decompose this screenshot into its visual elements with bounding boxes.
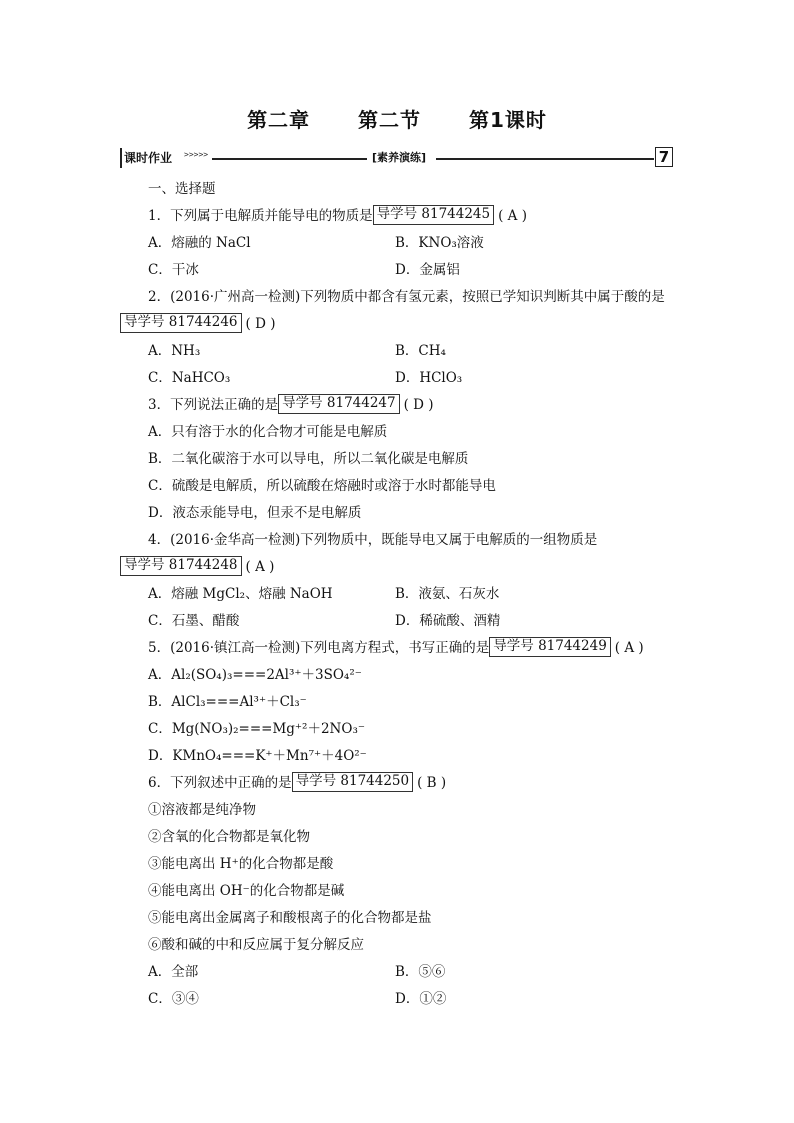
options-row xyxy=(120,959,675,986)
option: A．NH₃ xyxy=(148,343,201,359)
bar-corner xyxy=(120,148,122,168)
answer: ( D ) xyxy=(245,316,276,332)
answer: ( D ) xyxy=(403,397,434,413)
option: B．二氧化碳溶于水可以导电，所以二氧化碳是电解质 xyxy=(148,451,469,467)
question-2 xyxy=(120,284,675,311)
option: D．液态汞能导电，但汞不是电解质 xyxy=(148,505,362,521)
guide-number: 导学号 81744245 xyxy=(373,205,495,225)
options-row xyxy=(120,581,675,608)
page-title xyxy=(0,104,794,133)
answer: ( A ) xyxy=(498,208,527,224)
answer: ( B ) xyxy=(417,775,447,791)
question-list xyxy=(120,176,675,1013)
options-row xyxy=(120,986,675,1013)
option: C．石墨、醋酸 xyxy=(148,613,240,629)
section-title: 第二节 xyxy=(358,108,422,132)
option: A．熔融 MgCl₂、熔融 NaOH xyxy=(148,586,333,602)
option: D．HClO₃ xyxy=(395,370,463,386)
bar-tag: [素养演练] xyxy=(372,151,427,164)
question-2-tail xyxy=(120,311,675,338)
statement: ⑤能电离出金属离子和酸根离子的化合物都是盐 xyxy=(148,910,432,926)
statement: ④能电离出 OH⁻的化合物都是碱 xyxy=(148,883,345,899)
question-5 xyxy=(120,635,675,662)
question-stem: 1．下列属于电解质并能导电的物质是 xyxy=(148,208,373,224)
statement: ②含氧的化合物都是氧化物 xyxy=(148,829,310,845)
option: B．KNO₃溶液 xyxy=(395,235,484,251)
section-heading: 一、选择题 xyxy=(148,181,216,197)
guide-number: 导学号 81744248 xyxy=(120,556,242,576)
option: D．金属铝 xyxy=(395,262,460,278)
question-3 xyxy=(120,392,675,419)
option: D．①② xyxy=(395,991,447,1007)
bar-number: 7 xyxy=(655,147,673,167)
question-stem: 6．下列叙述中正确的是 xyxy=(148,775,292,791)
statement: ③能电离出 H⁺的化合物都是酸 xyxy=(148,856,334,872)
option: A．熔融的 NaCl xyxy=(148,235,251,251)
guide-number: 导学号 81744249 xyxy=(489,637,611,657)
option: B．AlCl₃===Al³⁺＋Cl₃⁻ xyxy=(148,694,307,710)
lesson-title: 第1课时 xyxy=(469,108,547,132)
chapter-title: 第二章 xyxy=(247,108,311,132)
question-stem: 5．(2016·镇江高一检测)下列电离方程式，书写正确的是 xyxy=(148,640,490,656)
question-stem: 4．(2016·金华高一检测)下列物质中，既能导电又属于电解质的一组物质是 xyxy=(148,532,598,548)
option: C．③④ xyxy=(148,991,199,1007)
option: C．Mg(NO₃)₂===Mg⁺²＋2NO₃⁻ xyxy=(148,721,365,737)
option: D．稀硫酸、酒精 xyxy=(395,613,501,629)
options-row xyxy=(120,230,675,257)
options-row xyxy=(120,365,675,392)
option: C．干冰 xyxy=(148,262,199,278)
homework-bar xyxy=(120,148,675,168)
option: B．液氨、石灰水 xyxy=(395,586,500,602)
option: D．KMnO₄===K⁺＋Mn⁷⁺＋4O²⁻ xyxy=(148,748,367,764)
option: A．Al₂(SO₄)₃===2Al³⁺＋3SO₄²⁻ xyxy=(148,667,362,683)
option: C．硫酸是电解质，所以硫酸在熔融时或溶于水时都能导电 xyxy=(148,478,496,494)
option: C．NaHCO₃ xyxy=(148,370,231,386)
question-4-tail xyxy=(120,554,675,581)
guide-number: 导学号 81744247 xyxy=(278,394,400,414)
options-row xyxy=(120,338,675,365)
statement: ⑥酸和碱的中和反应属于复分解反应 xyxy=(148,937,364,953)
question-4 xyxy=(120,527,675,554)
answer: ( A ) xyxy=(614,640,644,656)
question-stem: 3．下列说法正确的是 xyxy=(148,397,279,413)
options-row xyxy=(120,608,675,635)
answer: ( A ) xyxy=(245,559,275,575)
option: A．全部 xyxy=(148,964,199,980)
bar-line-right xyxy=(436,158,654,160)
guide-number: 导学号 81744250 xyxy=(292,772,414,792)
guide-number: 导学号 81744246 xyxy=(120,313,242,333)
option: A．只有溶于水的化合物才可能是电解质 xyxy=(148,424,388,440)
options-row xyxy=(120,257,675,284)
bar-line-left xyxy=(212,158,367,160)
bar-arrows: >>>>> xyxy=(184,150,209,159)
bar-label: 课时作业 xyxy=(124,151,173,165)
question-1 xyxy=(120,203,675,230)
question-stem: 2．(2016·广州高一检测)下列物质中都含有氢元素，按照已学知识判断其中属于酸的是 xyxy=(148,289,665,305)
statement: ①溶液都是纯净物 xyxy=(148,802,256,818)
option: B．CH₄ xyxy=(395,343,446,359)
question-6 xyxy=(120,770,675,797)
option: B．⑤⑥ xyxy=(395,964,446,980)
